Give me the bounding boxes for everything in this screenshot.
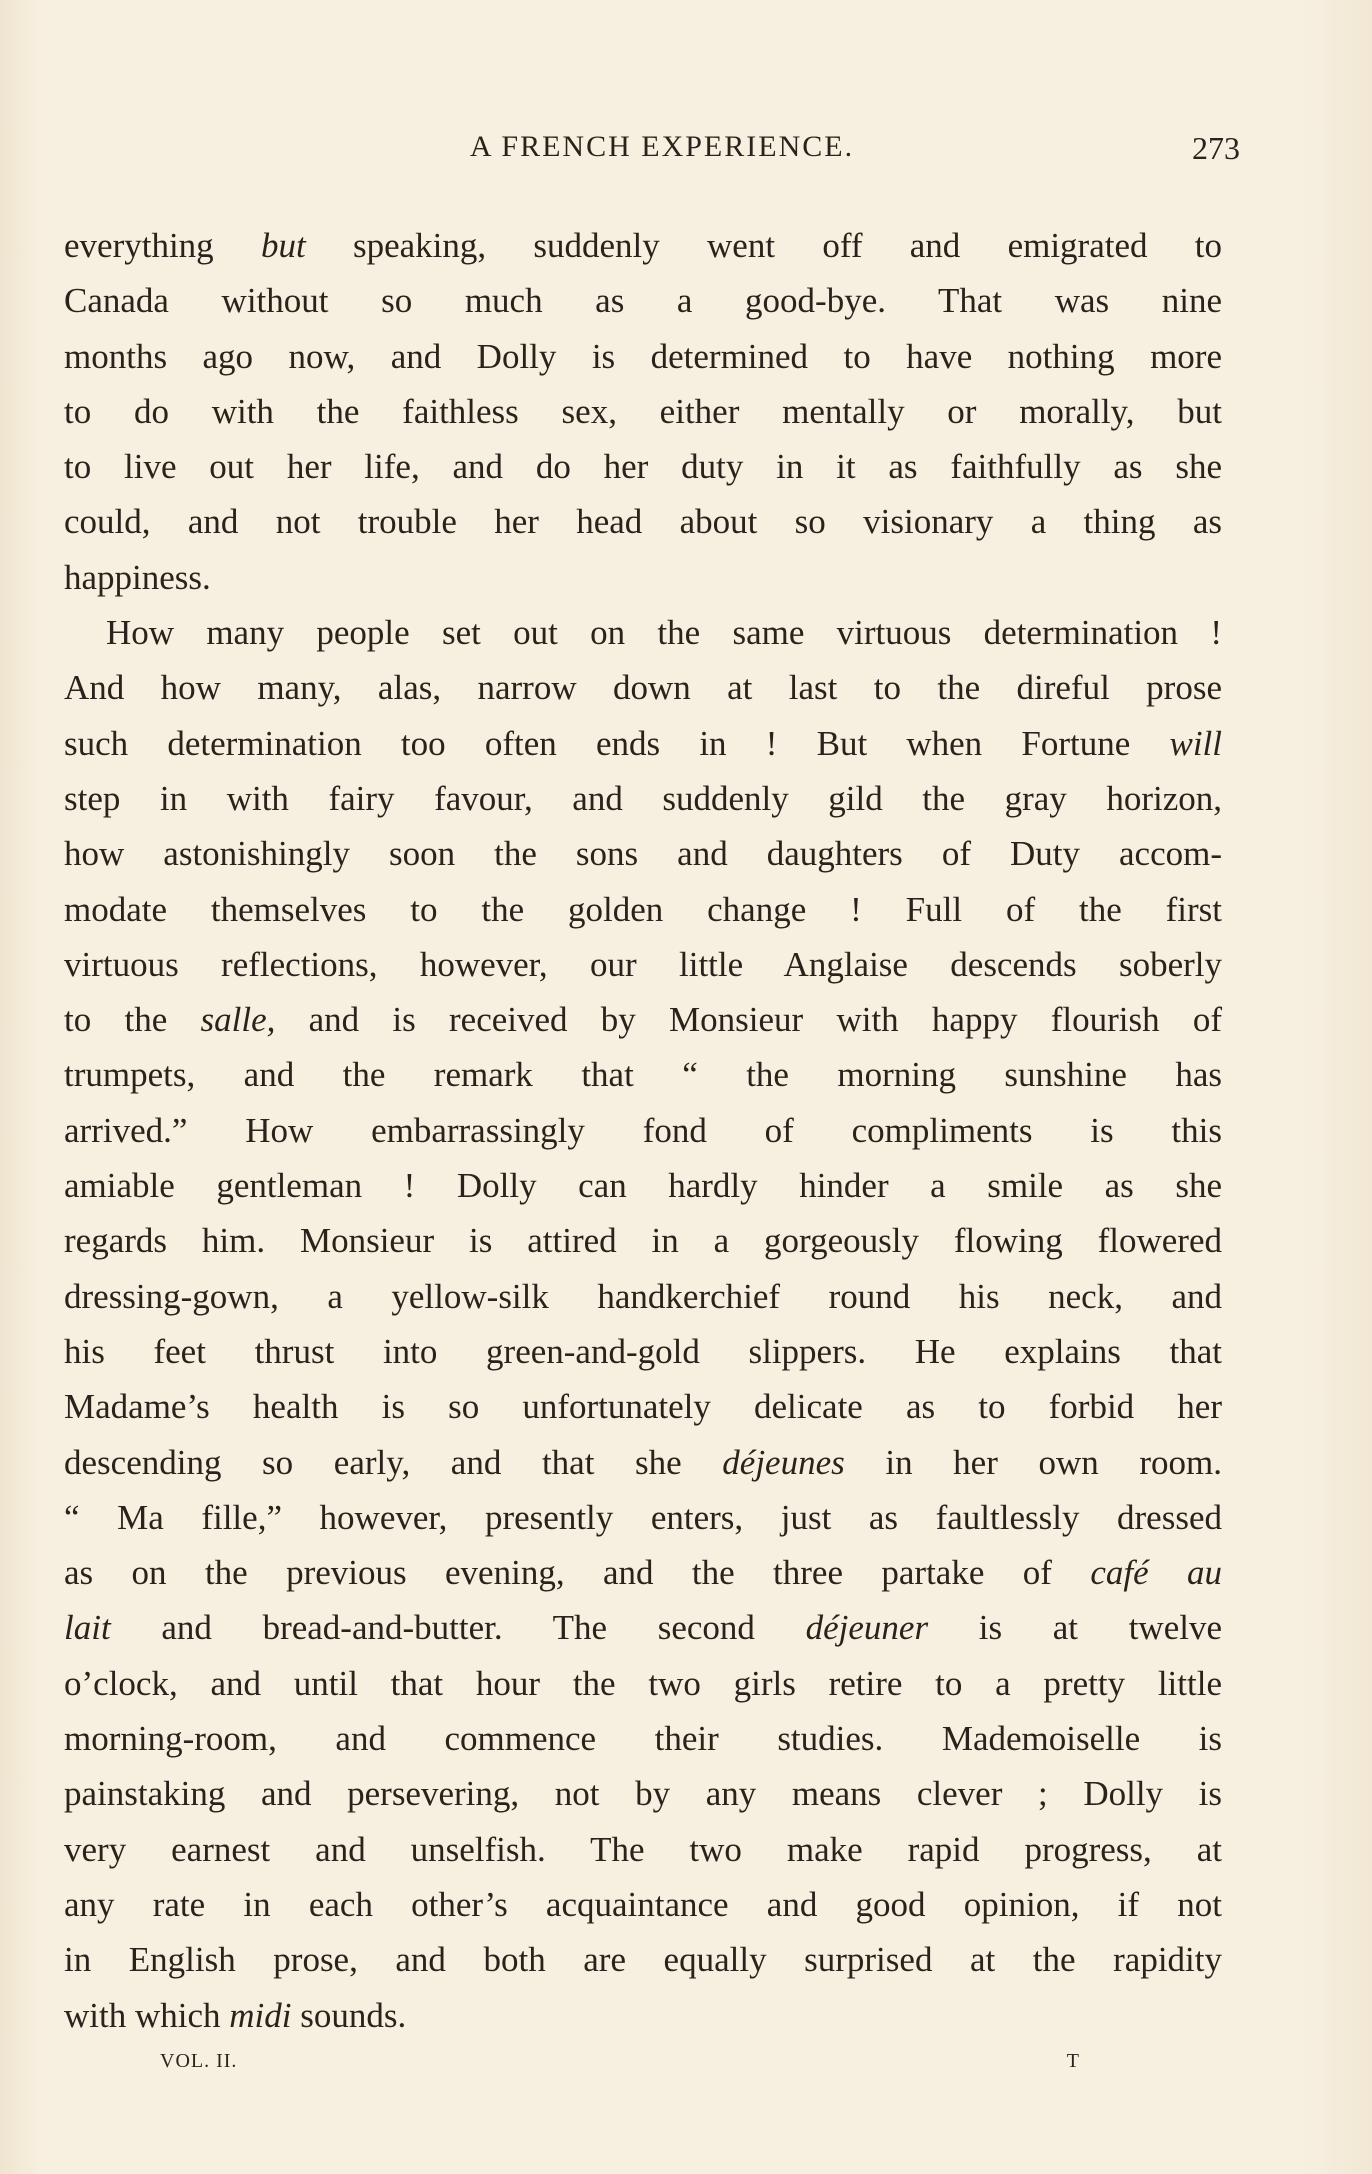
signature-volume: VOL. II. xyxy=(160,2050,238,2072)
text-line: to do with the faithless sex, either mentally or morally, but xyxy=(64,391,1222,431)
body-text xyxy=(64,218,1222,2043)
text-line: such determination too often ends in ! But when Fortune will xyxy=(64,723,1222,763)
text-line: Canada without so much as a good-bye. That was nine xyxy=(64,281,1222,321)
text-line: virtuous reflections, however, our little Anglaise descends soberly xyxy=(64,944,1222,984)
text-line: as on the previous evening, and the three partake of café au xyxy=(64,1553,1222,1593)
text-line: his feet thrust into green-and-gold slippers. He explains that xyxy=(64,1331,1222,1371)
text-line: How many people set out on the same virtuous determination ! xyxy=(106,613,1222,653)
text-line: could, and not trouble her head about so visionary a thing as xyxy=(64,502,1222,542)
text-line: modate themselves to the golden change ! Full of the first xyxy=(64,889,1222,929)
page-header xyxy=(64,130,1240,180)
text-line: months ago now, and Dolly is determined to have nothing more xyxy=(64,336,1222,376)
text-line: o’clock, and until that hour the two girls retire to a pretty little xyxy=(64,1663,1222,1703)
text-line: to the salle, and is received by Monsieur with happy flourish of xyxy=(64,1000,1222,1040)
page-number: 273 xyxy=(1192,130,1240,166)
text-line: very earnest and unselfish. The two make rapid progress, at xyxy=(64,1829,1222,1869)
text-line: amiable gentleman ! Dolly can hardly hinder a smile as she xyxy=(64,1166,1222,1206)
text-line: happiness. xyxy=(64,557,211,597)
text-line: any rate in each other’s acquaintance and good opinion, if not xyxy=(64,1884,1222,1924)
text-line: how astonishingly soon the sons and daughters of Duty accom- xyxy=(64,834,1222,874)
text-line: “ Ma fille,” however, presently enters, just as faultlessly dressed xyxy=(64,1497,1222,1537)
text-line: with which midi sounds. xyxy=(64,1995,407,2035)
text-line: morning-room, and commence their studies. Mademoiselle is xyxy=(64,1719,1222,1759)
text-line: to live out her life, and do her duty in it as faithfully as she xyxy=(64,447,1222,487)
text-line: trumpets, and the remark that “ the morning sunshine has xyxy=(64,1055,1222,1095)
text-line: everything but speaking, suddenly went off and emigrated to xyxy=(64,226,1222,265)
text-line: arrived.” How embarrassingly fond of compliments is this xyxy=(64,1110,1222,1150)
text-line: And how many, alas, narrow down at last to the direful prose xyxy=(64,668,1222,708)
text-line: regards him. Monsieur is attired in a gorgeously flowing flowered xyxy=(64,1221,1222,1261)
text-line: in English prose, and both are equally surprised at the rapidity xyxy=(64,1940,1222,1980)
text-line: painstaking and persevering, not by any means clever ; Dolly is xyxy=(64,1774,1222,1814)
signature-mark: T xyxy=(1066,2050,1080,2072)
page-footer xyxy=(160,2050,1080,2086)
text-line: Madame’s health is so unfortunately delicate as to forbid her xyxy=(64,1387,1222,1427)
text-line: lait and bread-and-butter. The second déjeuner is at twelve xyxy=(64,1608,1222,1648)
text-line: dressing-gown, a yellow-silk handkerchief round his neck, and xyxy=(64,1276,1222,1316)
text-line: step in with fairy favour, and suddenly gild the gray horizon, xyxy=(64,778,1222,818)
text-line: descending so early, and that she déjeunes in her own room. xyxy=(64,1442,1222,1482)
running-title: A FRENCH EXPERIENCE. xyxy=(469,130,855,163)
